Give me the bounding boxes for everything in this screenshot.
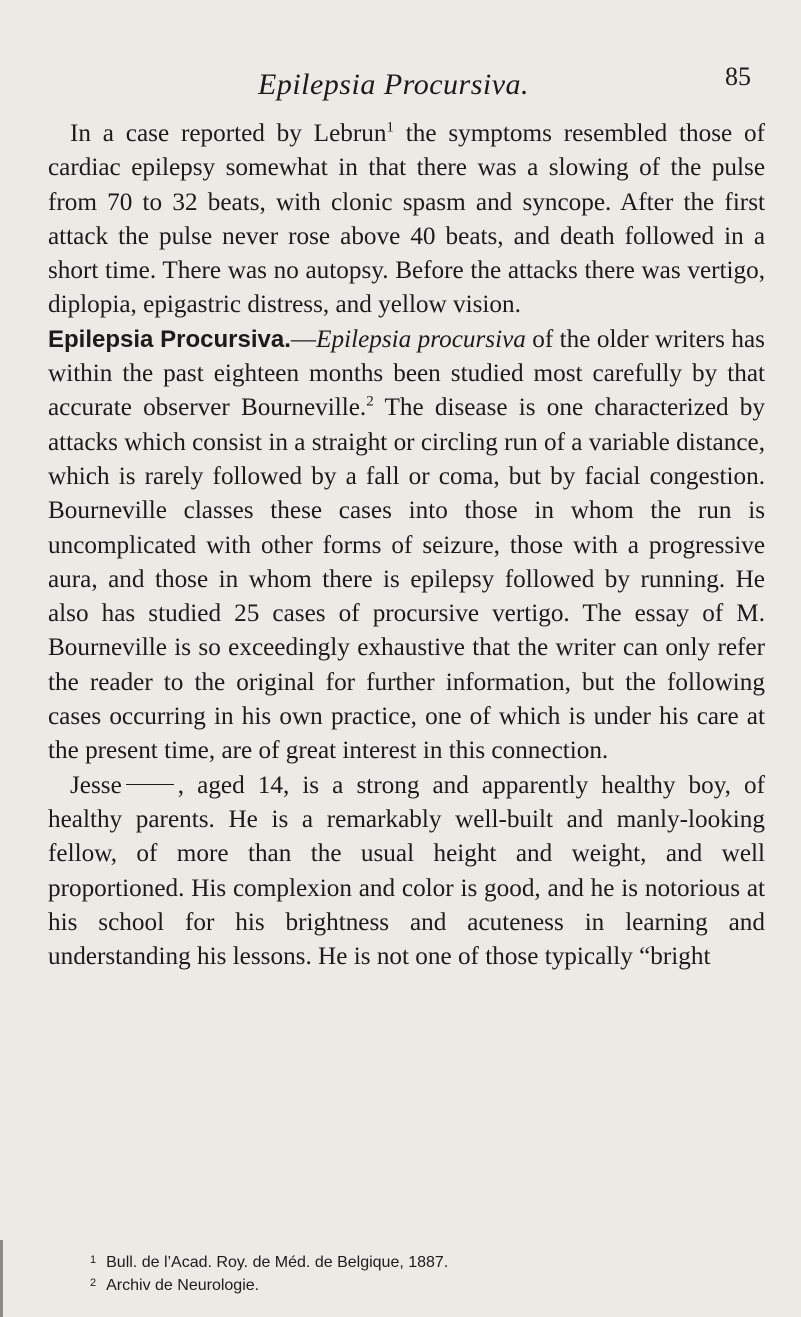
footnote-ref: 1 xyxy=(386,119,394,136)
footnote xyxy=(90,1273,750,1296)
footnote-ref: 2 xyxy=(366,393,374,410)
paragraph-epilepsia-procursiva xyxy=(48,323,765,769)
paragraph-text: The disease is one characterized by attacks which consist in a straight or circling run of a variable distance, which is rarely followed by a fall or coma, but by facial congestion. Bourneville classes these cases into those in whom the run is uncomplicated with other forms of seizure, those with a progressive aura, and those in whom there is epilepsy followed by running. He also has studied 25 cases of procursive vertigo. The essay of M. Bourneville is so exceedingly exhaustive that the writer can only refer the reader to the original for further information, but the following cases occurring in his own practice, one of which is under his care at the present time, are of great interest in this connection. xyxy=(48,394,765,765)
body-text xyxy=(48,117,765,974)
page-number: 85 xyxy=(725,62,751,91)
footnote xyxy=(90,1250,750,1273)
paragraph-text: of the older writers has within the past eighteen months been studied most carefully by that accurate observer Bourneville. xyxy=(48,325,765,422)
paragraph-text: , aged 14, is a strong and apparently healthy boy, of healthy parents. He is a remarkably well-built and manly-looking fellow, of more than the usual height and weight, and well proportioned. His complexion and color is good, and he is notorious at his school for his brightness and acuteness in learning and understanding his lessons. He is not one of those typically “bright xyxy=(48,771,765,971)
paragraph-text: Jesse xyxy=(70,771,122,799)
name-blank-line xyxy=(126,784,174,785)
paragraph-text: the symptoms resembled those of cardiac epilepsy somewhat in that there was a slowing of the pulse from 70 to 32 beats, with clonic spasm and syncope. After the first attack the pulse never rose above 40 beats, and death followed in a short time. There was no autopsy. Before the attacks there was vertigo, diplopia, epigastric distress, and yellow vision. xyxy=(48,120,765,319)
paragraph-lebrun-case xyxy=(48,117,765,323)
section-heading: Epilepsia Procursiva. xyxy=(48,325,291,353)
italic-term: Epilepsia procursiva xyxy=(316,325,526,353)
paragraph-text: In a case reported by Lebrun xyxy=(70,120,387,147)
em-dash: — xyxy=(290,325,317,353)
page-edge-mark xyxy=(0,1240,3,1317)
paragraph-case-jesse xyxy=(48,769,765,975)
footnotes xyxy=(90,1250,750,1296)
footnote-text: Bull. de l’Acad. Roy. de Méd. de Belgique, 1887. xyxy=(106,1254,449,1271)
running-head xyxy=(0,62,801,108)
footnote-text: Archiv de Neurologie. xyxy=(106,1277,260,1294)
running-title: Epilepsia Procursiva. xyxy=(258,68,530,101)
footnote-mark: 1 xyxy=(90,1254,97,1266)
footnote-mark: 2 xyxy=(90,1277,97,1289)
